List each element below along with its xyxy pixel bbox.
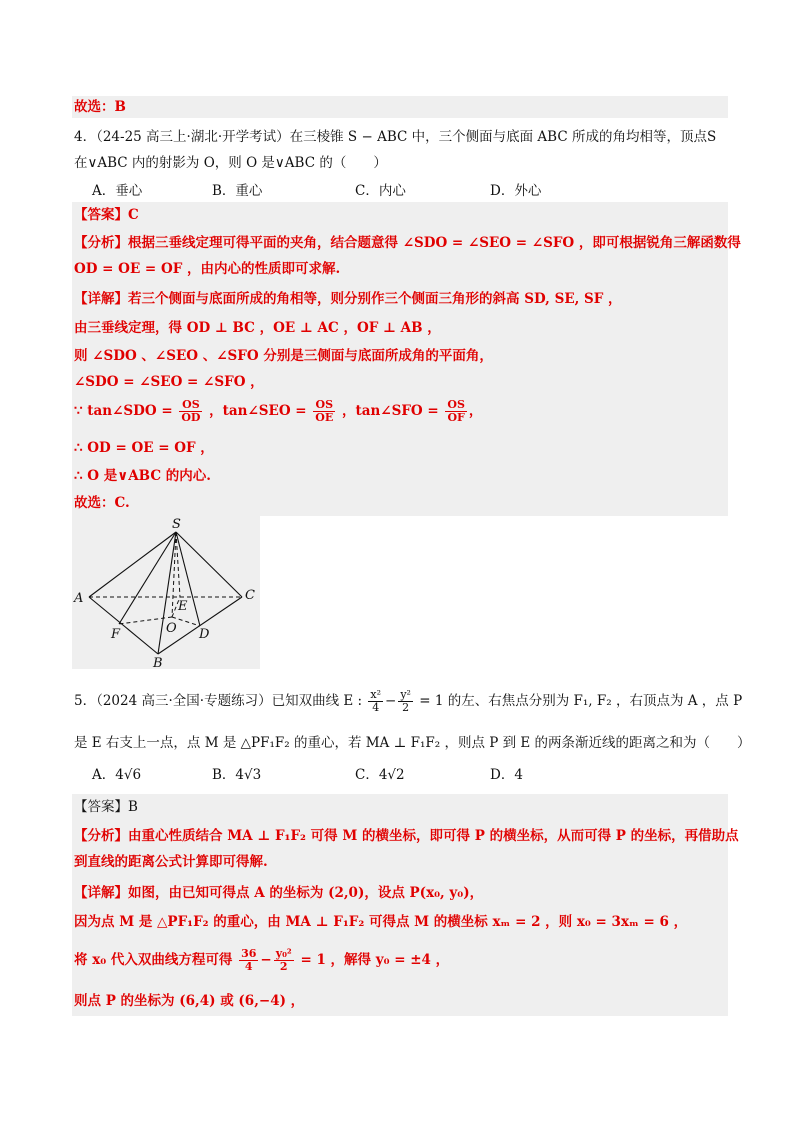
q5-analysis-tag: 【分析】 [74,828,128,844]
q5-option-a: A．4√6 [92,767,142,783]
pyramid-figure [72,516,260,669]
q5-detail1: 如图，由已知可得点 A 的坐标为 (2,0)，设点 P(x₀, y₀)， [128,885,484,901]
q4-detail5: ∵ tan∠SDO = $\frac{OS}{OD}$ ，tan∠SEO = $\frac{OS}{OE}$ ，tan∠SFO = $\frac{OS}{OF}$ ， [74,398,483,424]
q5-option-d: D．4 [490,767,523,783]
q4-detail6: ∴ OD = OE = OF ， [74,440,214,456]
q4-detail4: ∠SDO = ∠SEO = ∠SFO ， [74,374,264,390]
q4-detail5-prefix: ∵ tan∠SDO = [74,403,173,419]
q4-detail3: 则 ∠SDO 、∠SEO 、∠SFO 分别是三侧面与底面所成角的平面角， [74,348,493,364]
q5-detail-tag: 【详解】 [74,885,128,901]
label-d: D [199,627,210,642]
q5-detail3-b: = 1 ，解得 y₀ = ±4 ， [300,952,450,968]
q4-frac-sdo: $\frac{OS}{OD}$ [181,398,201,424]
q5-answer-line [74,797,138,817]
q5-stem1-b: = 1 的左、右焦点分别为 F₁, F₂ ，右顶点为 A ，点 P [419,693,743,709]
top-choice: 故选：B [74,99,126,115]
q5-detail3-a: 将 x₀ 代入双曲线方程可得 [74,952,233,968]
q4-detail2: 由三垂线定理，得 OD ⊥ BC ，OE ⊥ AC ，OF ⊥ AB ， [74,320,441,336]
q5-source: （2024 高三·全国·专题练习） [96,693,272,709]
q5-detail4: 则点 P 的坐标为 (6,4) 或 (6,−4) ， [74,993,305,1009]
q5-stem-line1 [74,686,742,716]
q5-answer-tag: 【答案】 [74,799,128,815]
q4-stem2: 在∨ABC 内的射影为 O，则 O 是∨ABC 的（ ） [74,155,387,171]
q5-analysis1: 由重心性质结合 MA ⊥ F₁F₂ 可得 M 的横坐标，即可得 P 的横坐标，从而可得 P 的坐标，再借助点 [128,828,739,844]
q5-option-c: C．4√2 [355,767,405,783]
pyramid-diagram [72,516,260,669]
label-s: S [172,517,181,532]
q4-option-b: B．重心 [212,183,263,199]
top-choice-band [72,96,728,118]
q4-option-a: A．垂心 [92,183,143,199]
label-c: C [245,588,255,603]
q5-option-b: B．4√3 [212,767,262,783]
label-a: A [74,591,84,606]
q5-detail-line1 [74,883,483,903]
q4-analysis-tag: 【分析】 [74,235,128,251]
q5-stem1-a: 已知双曲线 E : [271,693,363,709]
q5-frac-36: $\frac{36}{4}$ [241,947,257,973]
q4-detail1: 若三个侧面与底面所成的角相等，则分别作三个侧面三角形的斜高 SD, SE, SF ， [128,291,622,307]
q4-detail-line1 [74,289,622,309]
q4-analysis1: 根据三垂线定理可得平面的夹角，结合题意得 ∠SDO = ∠SEO = ∠SFO ，即可根据锐角三解函数得 [128,235,741,251]
q4-detail5-mid2: ，tan∠SFO = [341,403,439,419]
q5-analysis-line1 [74,826,739,846]
q4-frac-sfo: $\frac{OS}{OF}$ [447,398,465,424]
label-o: O [166,621,177,636]
label-e: E [178,599,188,614]
q4-source: （24-25 高三上·湖北·开学考试） [96,129,290,145]
q5-stem2: 是 E 右支上一点，点 M 是 △PF₁F₂ 的重心，若 MA ⊥ F₁F₂ ，则点 P 到 E 的两条渐近线的距离之和为（ ） [74,735,751,751]
q5-number: 5． [74,693,97,709]
q4-detail7: ∴ O 是∨ABC 的内心. [74,468,211,484]
q4-analysis2: OD = OE = OF ，由内心的性质即可求解. [74,261,341,277]
q5-detail3: 将 x₀ 代入双曲线方程可得 $\frac{36}{4}$ − $\frac{\text{y₀²}}{2}$ = 1 ，解得 y₀ = ±4 ， [74,947,450,973]
q4-frac-seo: $\frac{OS}{OE}$ [315,398,334,424]
label-f: F [111,627,121,642]
q4-number: 4． [74,129,97,145]
q4-analysis-line1 [74,233,741,253]
label-b: B [153,656,163,669]
q4-answer-line [74,205,139,225]
q4-stem-line1 [74,127,716,147]
q5-frac-x: $\frac{\text{x²}}{4}$ [370,688,381,714]
q4-option-d: D．外心 [490,183,542,199]
q5-frac-y0: $\frac{\text{y₀²}}{2}$ [275,947,292,973]
q5-detail2: 因为点 M 是 △PF₁F₂ 的重心，由 MA ⊥ F₁F₂ 可得点 M 的横坐标 xₘ = 2 ，则 x₀ = 3xₘ = 6 ， [74,914,688,930]
q4-answer: C [128,207,139,223]
q5-minus: − [385,693,397,709]
q4-stem1: 在三棱锥 S − ABC 中，三个侧面与底面 ABC 所成的角均相等，顶点S [289,129,717,145]
q5-answer: B [128,799,138,815]
q5-analysis2: 到直线的距离公式计算即可得解. [74,854,268,870]
q4-option-c: C．内心 [355,183,406,199]
q4-detail5-mid1: ，tan∠SEO = [209,403,307,419]
q4-choice: 故选：C. [74,495,130,511]
q4-answer-tag: 【答案】 [74,207,128,223]
q5-frac-y: $\frac{\text{y²}}{2}$ [400,688,411,714]
q4-detail-tag: 【详解】 [74,291,128,307]
